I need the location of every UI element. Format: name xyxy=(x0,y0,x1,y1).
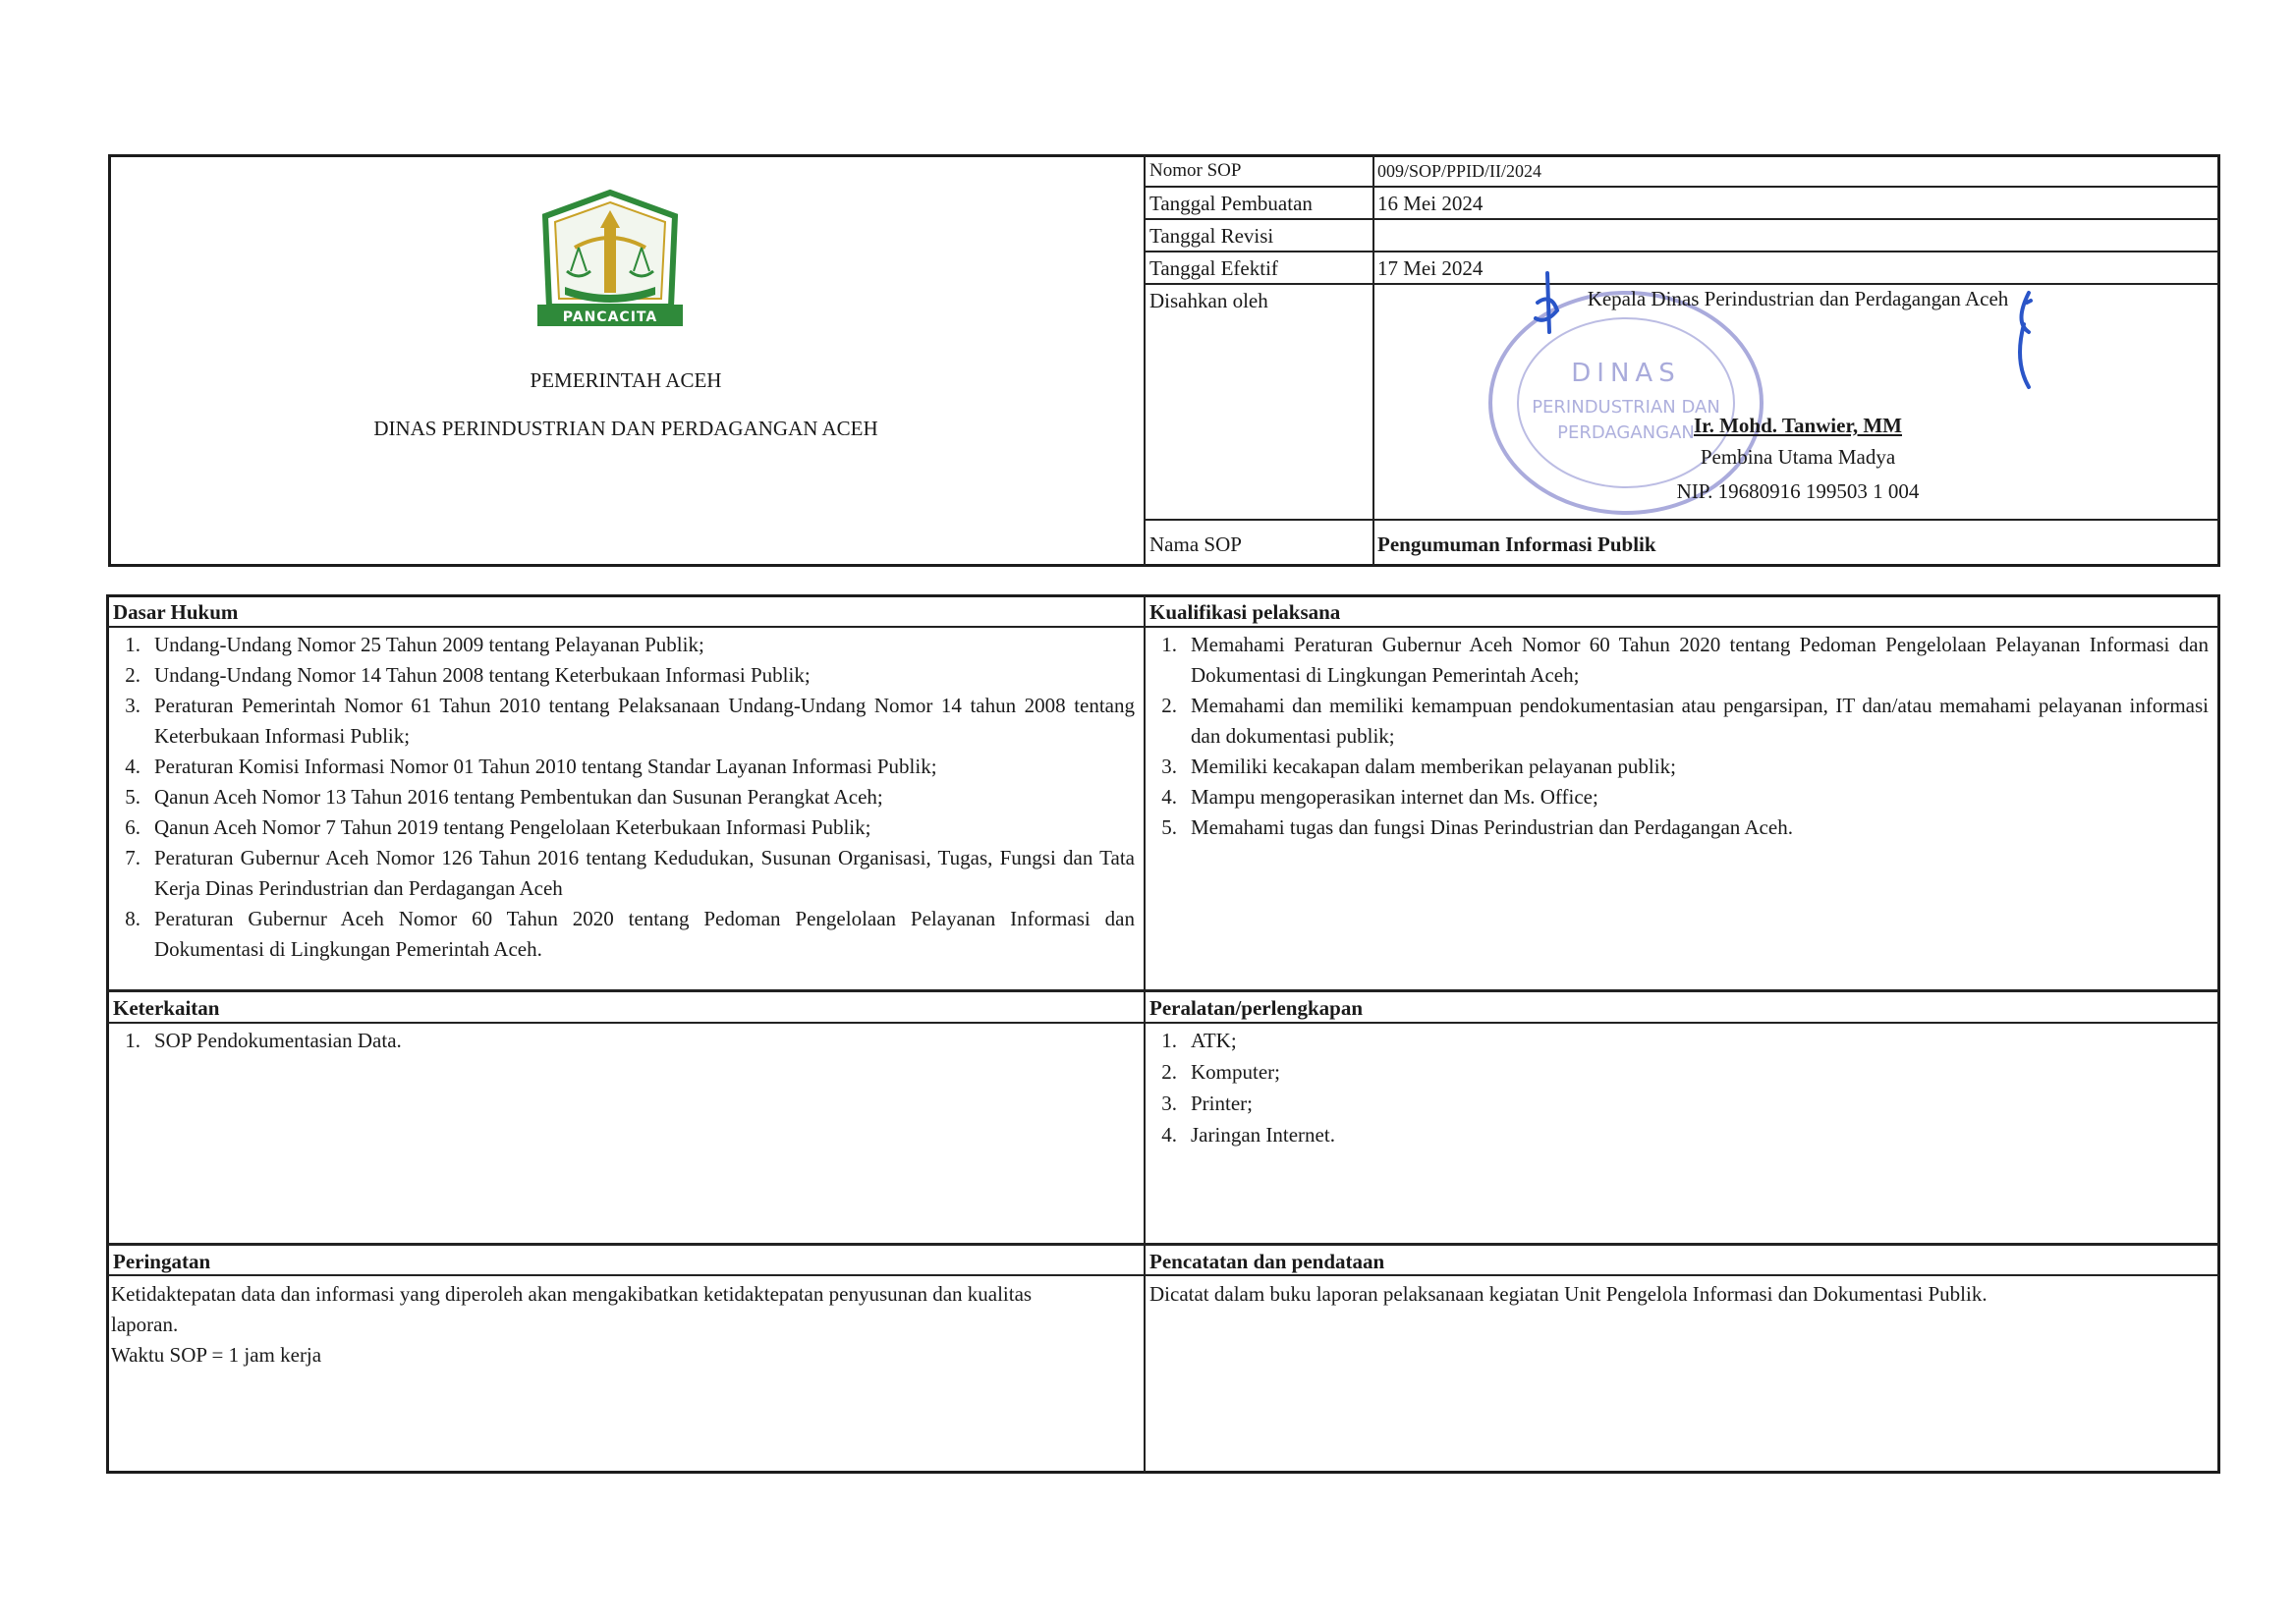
header-divider xyxy=(1144,155,1146,566)
approver-title: Kepala Dinas Perindustrian dan Perdagangan Aceh xyxy=(1587,287,2009,310)
approver-rank: Pembina Utama Madya xyxy=(1700,445,1896,469)
approver-name: Ir. Mohd. Tanwier, MM xyxy=(1694,414,1902,437)
aceh-logo xyxy=(535,189,685,328)
svg-text:PERDAGANGAN: PERDAGANGAN xyxy=(1557,422,1695,443)
waktu-sop-text: Waktu SOP = 1 jam kerja xyxy=(111,1343,322,1367)
field-value-pembuatan: 16 Mei 2024 xyxy=(1377,192,1484,215)
dasar-hukum-title: Dasar Hukum xyxy=(113,600,239,624)
kualifikasi-title: Kualifikasi pelaksana xyxy=(1149,600,1341,624)
field-label-efektif: Tanggal Efektif xyxy=(1149,256,1278,280)
peralatan-title: Peralatan/perlengkapan xyxy=(1149,996,1364,1020)
pencatatan-text: Dicatat dalam buku laporan pelaksanaan kegiatan Unit Pengelola Informasi dan Dokumentasi Publik. xyxy=(1149,1282,1988,1306)
field-value-nomor: 009/SOP/PPID/II/2024 xyxy=(1377,161,1542,181)
sop-name-label: Nama SOP xyxy=(1149,532,1242,556)
logo-text: PANCACITA xyxy=(562,309,658,325)
peringatan-title: Peringatan xyxy=(113,1250,211,1273)
sop-name-value: Pengumuman Informasi Publik xyxy=(1377,532,1656,556)
pencatatan-title: Pencatatan dan pendataan xyxy=(1149,1250,1385,1273)
body-divider xyxy=(1144,595,1146,1473)
field-label-revisi: Tanggal Revisi xyxy=(1149,224,1274,248)
keterkaitan-title: Keterkaitan xyxy=(113,996,220,1020)
pancacita-emblem-icon xyxy=(535,189,685,328)
meta-col-divider xyxy=(1372,155,1374,566)
approved-label: Disahkan oleh xyxy=(1149,289,1268,312)
approver-nip: NIP. 19680916 199503 1 004 xyxy=(1676,479,1920,503)
field-label-nomor: Nomor SOP xyxy=(1149,160,1242,181)
org-line1: PEMERINTAH ACEH xyxy=(530,368,722,392)
svg-text:PERINDUSTRIAN DAN: PERINDUSTRIAN DAN xyxy=(1532,397,1720,418)
peringatan-text: Ketidaktepatan data dan informasi yang diperoleh akan mengakibatkan ketidaktepatan penyusunan dan kualitas laporan. xyxy=(111,1282,1033,1336)
field-value-efektif: 17 Mei 2024 xyxy=(1377,256,1484,280)
field-label-pembuatan: Tanggal Pembuatan xyxy=(1149,192,1313,215)
svg-text:DINAS: DINAS xyxy=(1571,359,1681,388)
org-line2: DINAS PERINDUSTRIAN DAN PERDAGANGAN ACEH xyxy=(373,417,878,440)
